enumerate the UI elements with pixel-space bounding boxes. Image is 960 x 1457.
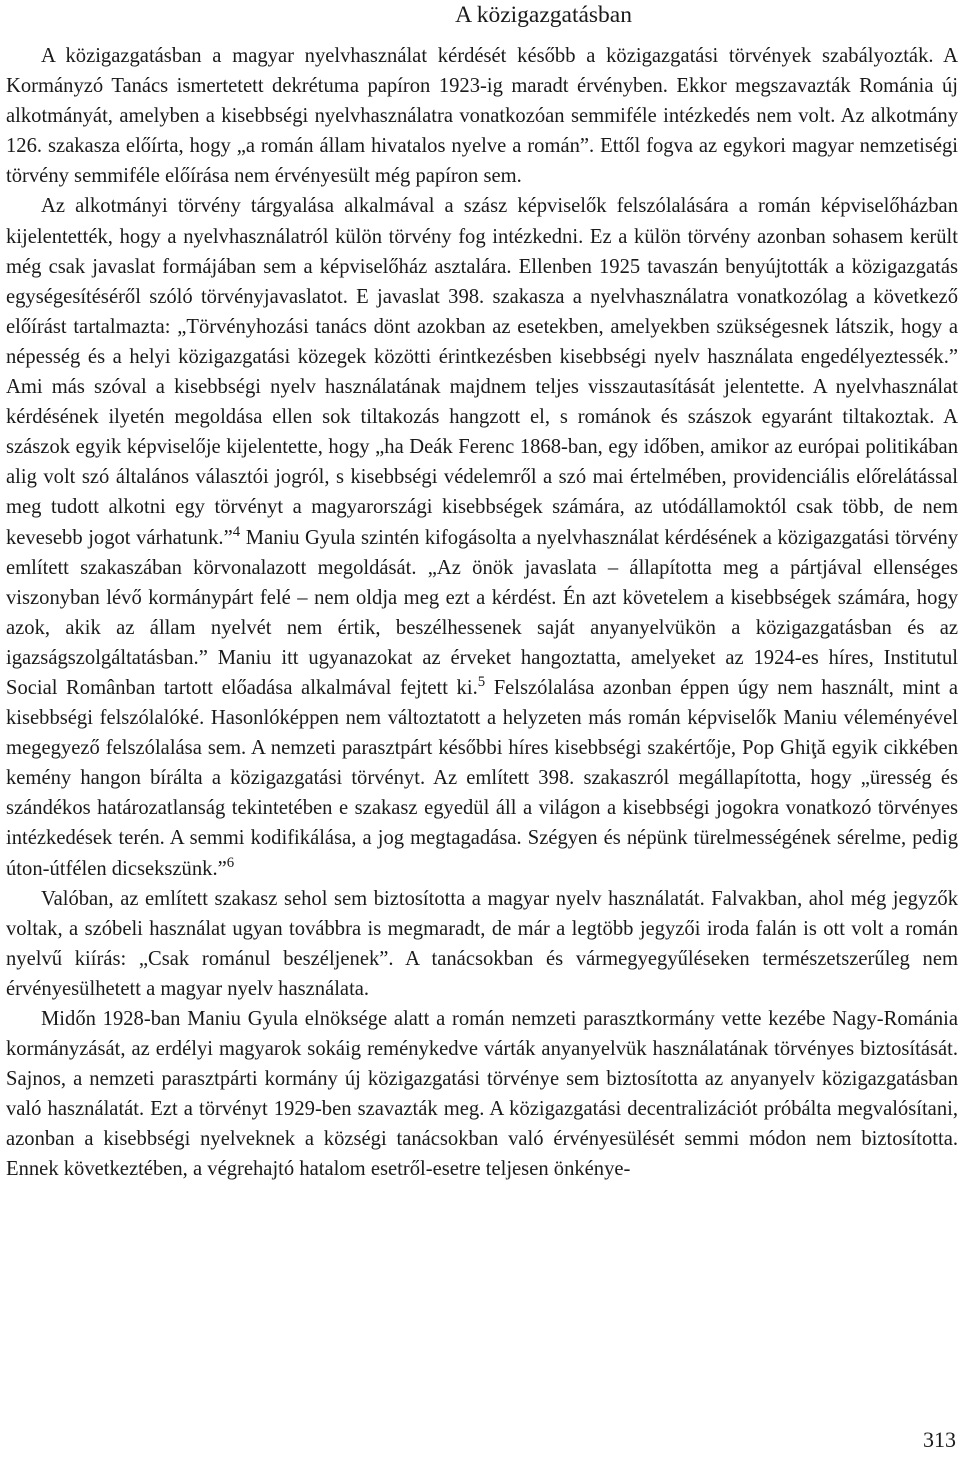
- paragraph-2: [6, 191, 958, 883]
- footnote-ref-5: 5: [477, 673, 486, 690]
- footnote-ref-4: 4: [232, 523, 241, 540]
- paragraph-1: A közigazgatásban a magyar nyelvhasználat kérdését később a közigazgatási törvények szabályozták. A Kormányzó Tanács ismertetett dekrétuma papíron 1923-ig maradt érvényben. Ekkor megszavazták Románia új alkotmányát, amelyben a kisebbségi nyelvhasználatra vonatkozóan semmiféle intézkedés nem volt. Az alkotmány 126. szakasza előírta, hogy „a román állam hivatalos nyelve a román”. Ettől fogva az egykori magyar nemzetiségi törvény semmiféle előírása nem érvényesült még papíron sem.: [6, 45, 958, 188]
- footnote-ref-6: 6: [226, 854, 235, 871]
- paragraph-3: Valóban, az említett szakasz sehol sem biztosította a magyar nyelv használatát. Falvakban, ahol még jegyzők voltak, a szóbeli használat ugyan továbbra is megmaradt, de már a legtöbb jegyzői iroda falán is ott volt a román nyelvű kiírás: „Csak románul beszéljenek”. A tanácsokban és vármegyegyűléseken természetszerűleg nem érvényesülhetett a magyar nyelv használata.: [6, 887, 958, 1000]
- body-text: [6, 41, 958, 1185]
- paragraph-4: Midőn 1928-ban Maniu Gyula elnöksége alatt a román nemzeti parasztkormány vette kezébe Nagy-Románia kormányzását, az erdélyi magyarok sokáig reménykedve várták anyanyelvük használatának törvényes biztosítását. Sajnos, a nemzeti parasztpárti kormány új közigazgatási törvénye sem biztosította az anyanyelv közigazgatásban való használatát. Ezt a törvényt 1929-ben szavazták meg. A közigazgatási decentralizációt próbálta megvalósítani, azonban a kisebbségi nyelveknek a községi tanácsokban való érvényesülését semmi módon nem biztosította. Ennek következtében, a végrehajtó hatalom esetről-esetre teljesen önkénye-: [6, 1008, 958, 1181]
- paragraph-2-part-2: Maniu Gyula szintén kifogásolta a nyelvhasználat kérdésének a közigazgatási törvény említett szakaszában körvonalazott megoldását. „Az önök javaslata – állapította meg a pártjával ellenséges viszonyban lévő kormánypárt felé – nem oldja meg ezt a kérdést. Én azt követelem a kisebbségek számára, hogy azok, akik az állam nyelvét nem értik, beszélhessenek saját anyanyelvükön a közigazgatásban és az igazságszolgáltatásban.” Maniu itt ugyanazokat az érveket hangoztatta, amelyeket az 1924-es híres, Institutul Social Românban tartott előadása alkalmával fejtett ki.: [6, 526, 958, 699]
- paragraph-2-part-3: Felszólalása azonban éppen úgy nem használt, mint a kisebbségi felszólalóké. Hasonlóképpen nem változtatott a helyzeten más román képviselők Maniu véleményével megegyező felszólalása sem. A nemzeti parasztpárt későbbi híres kisebbségi szakértője, Pop Ghiţă egyik cikkében kemény hangon bírálta a közigazgatási törvényt. Az említett 398. szakaszról megállapította, hogy „üresség és szándékos határozatlanság tekintetében e szakasz egyedül áll a világon a kisebbségi jogokra vonatkozó törvényes intézkedések terén. A semmi kodifikálása, a jog megtagadása. Szégyen és népünk türelmességének sérelme, pedig úton-útfélen dicsekszünk.”: [6, 676, 958, 880]
- page-header-title: A közigazgatásban: [455, 2, 632, 28]
- page-number: 313: [923, 1427, 956, 1452]
- paragraph-2-part-1: Az alkotmányi törvény tárgyalása alkalmával a szász képviselők felszólalására a román képviselőházban kijelentették, hogy a nyelvhasználatról külön törvény fog intézkedni. Ez a külön törvény azonban sohasem került még csak javaslat formájában sem a képviselőház asztalára. Ellenben 1925 tavaszán benyújtották a közigazgatás egységesítéséről szóló törvényjavaslatot. E javaslat 398. szakasza a nyelvhasználatra vonatkozólag a következő előírást tartalmazta: „Törvényhozási tanács dönt azokban az esetekben, amelyekben szükségesnek látszik, hogy a népesség és a helyi közigazgatási közegek közötti érintkezésben kisebbségi nyelv használata engedélyeztessék.” Ami más szóval a kisebbségi nyelv használatának majdnem teljes visszautasítását jelentette. A nyelvhasználat kérdésének ilyetén megoldása ellen sok tiltakozás hangzott el, s románok és szászok egyaránt tiltakoztak. A szászok egyik képviselője kijelentette, hogy „ha Deák Ferenc 1868-ban, egy időben, amikor az európai politikában alig volt szó általános választói jogról, s kisebbségi védelemről a szó mai értelmében, providenciális előrelátással meg tudott alkotni egy törvényt a magyarországi kisebbségek számára, az utódállamoktól csak több, de nem kevesebb jogot várhatunk.”: [6, 195, 958, 549]
